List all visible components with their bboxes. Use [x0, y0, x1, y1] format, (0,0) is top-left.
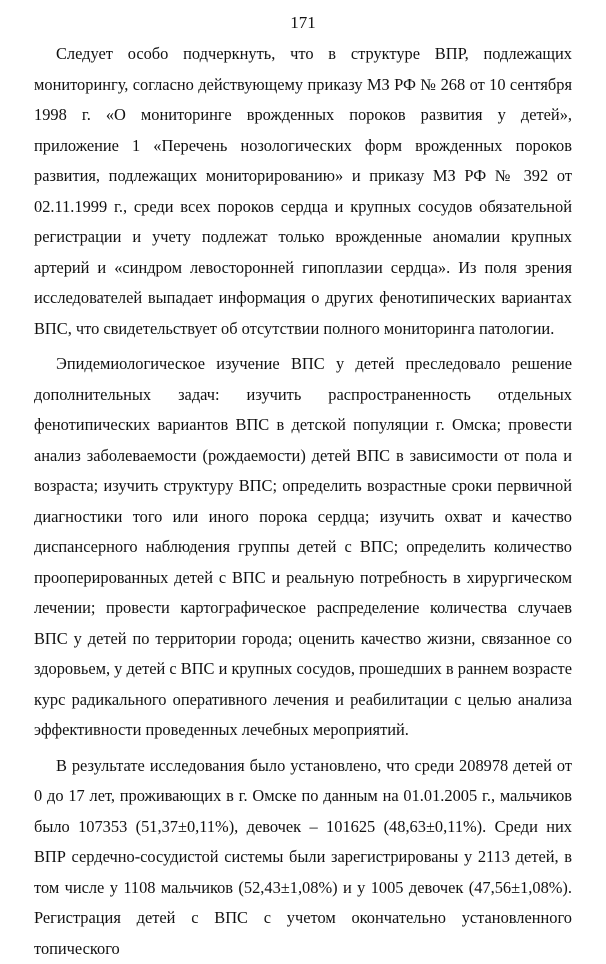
paragraph-epidemiology-tasks: Эпидемиологическое изучение ВПС у детей преследовало решение дополнительных задач: изучить распространенность отдельных фенотипических вариантов ВПС в детской популяции г. Омска; провести анализ заболеваемости (рождаемости) детей ВПС в зависимости от пола и возраста; изучить структуру ВПС; определить возрастные сроки первичной диагностики того или иного порока сердца; изучить охват и качество диспансерного наблюдения группы детей с ВПС; определить количество прооперированных детей с ВПС и реальную потребность в хирургическом лечении; провести картографическое распределение количества случаев ВПС у детей по территории города; оценить качество жизни, связанное со здоровьем, у детей с ВПС и крупных сосудов, прошедших в раннем возрасте курс радикального оперативного лечения и реабилитации с целью анализа эффективности проведенных лечебных мероприятий. — [34, 349, 572, 746]
paragraph-study-results: В результате исследования было установлено, что среди 208978 детей от 0 до 17 лет, проживающих в г. Омске по данным на 01.01.2005 г., мальчиков было 107353 (51,37±0,11%), девочек – 101625 (48,63±0,11%). Среди них ВПР сердечно-сосудистой системы были зарегистрированы у 2113 детей, в том числе у 1108 мальчиков (52,43±1,08%) и у 1005 девочек (47,56±1,08%). Регистрация детей с ВПС с учетом окончательно установленного топического — [34, 751, 572, 964]
document-body — [34, 39, 572, 964]
paragraph-monitoring: Следует особо подчеркнуть, что в структуре ВПР, подлежащих мониторингу, согласно действующему приказу МЗ РФ № 268 от 10 сентября 1998 г. «О мониторинге врожденных пороков развития у детей», приложение 1 «Перечень нозологических форм врожденных пороков развития, подлежащих мониторированию» и приказу МЗ РФ № 392 от 02.11.1999 г., среди всех пороков сердца и крупных сосудов обязательной регистрации и учету подлежат только врожденные аномалии крупных артерий и «синдром левосторонней гипоплазии сердца». Из поля зрения исследователей выпадает информация о других фенотипических вариантах ВПС, что свидетельствует об отсутствии полного мониторинга патологии. — [34, 39, 572, 344]
page-number: 171 — [0, 12, 606, 34]
